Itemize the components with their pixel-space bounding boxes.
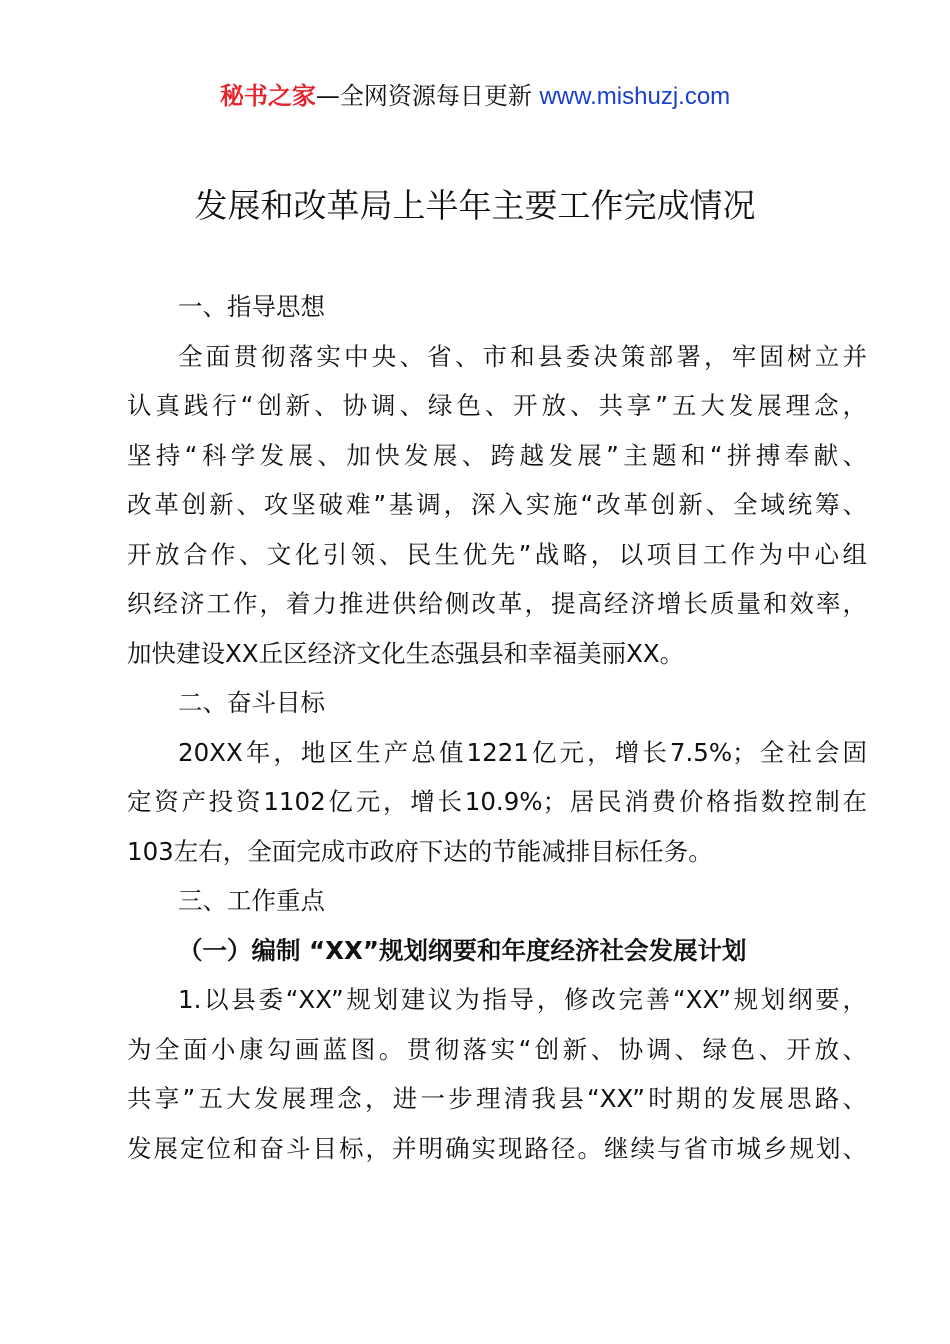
site-brand: 秘书之家 xyxy=(219,82,316,110)
paragraph-line: 全面贯彻落实中央、省、市和县委决策部署，牢固树立并 xyxy=(178,341,867,371)
paragraph-line: 开放合作、文化引领、民生优先”战略，以项目工作为中心组 xyxy=(127,539,867,569)
section-heading-guiding-ideology: 一、指导思想 xyxy=(178,292,325,321)
site-url[interactable]: www.mishuzj.com xyxy=(539,83,731,110)
site-header xyxy=(0,80,950,113)
paragraph-line: 发展定位和奋斗目标，并明确实现路径。继续与省市城乡规划、 xyxy=(127,1133,867,1163)
paragraph-line: 1.以县委“XX”规划建议为指导，修改完善“XX”规划纲要， xyxy=(178,985,867,1014)
section-heading-goals: 二、奋斗目标 xyxy=(178,688,325,717)
paragraph-line: 认真践行“创新、协调、绿色、开放、共享”五大发展理念， xyxy=(127,391,867,420)
paragraph-line: 103左右，全面完成市政府下达的节能减排目标任务。 xyxy=(127,836,713,866)
paragraph-line: 加快建设XX丘区经济文化生态强县和幸福美丽XX。 xyxy=(127,638,685,668)
paragraph-line: 定资产投资1102亿元，增长10.9%；居民消费价格指数控制在 xyxy=(127,787,867,816)
site-tagline: —全网资源每日更新 xyxy=(315,82,540,110)
paragraph-line: 坚持“科学发展、加快发展、跨越发展”主题和“拼搏奉献、 xyxy=(127,440,867,470)
paragraph-line: 改革创新、攻坚破难”基调，深入实施“改革创新、全域统筹、 xyxy=(127,490,867,519)
paragraph-line: 20XX年，地区生产总值1221亿元，增长7.5%；全社会固 xyxy=(178,737,867,767)
document-title: 发展和改革局上半年主要工作完成情况 xyxy=(194,186,756,225)
paragraph-line: 织经济工作，着力推进供给侧改革，提高经济增长质量和效率， xyxy=(127,589,867,618)
section-heading-work-focus: 三、工作重点 xyxy=(178,886,325,915)
paragraph-line: 共享”五大发展理念，进一步理清我县“XX”时期的发展思路、 xyxy=(127,1084,867,1113)
subsection-heading: （一）编制 “XX”规划纲要和年度经济社会发展计划 xyxy=(178,935,747,965)
paragraph-line: 为全面小康勾画蓝图。贯彻落实“创新、协调、绿色、开放、 xyxy=(127,1034,867,1064)
